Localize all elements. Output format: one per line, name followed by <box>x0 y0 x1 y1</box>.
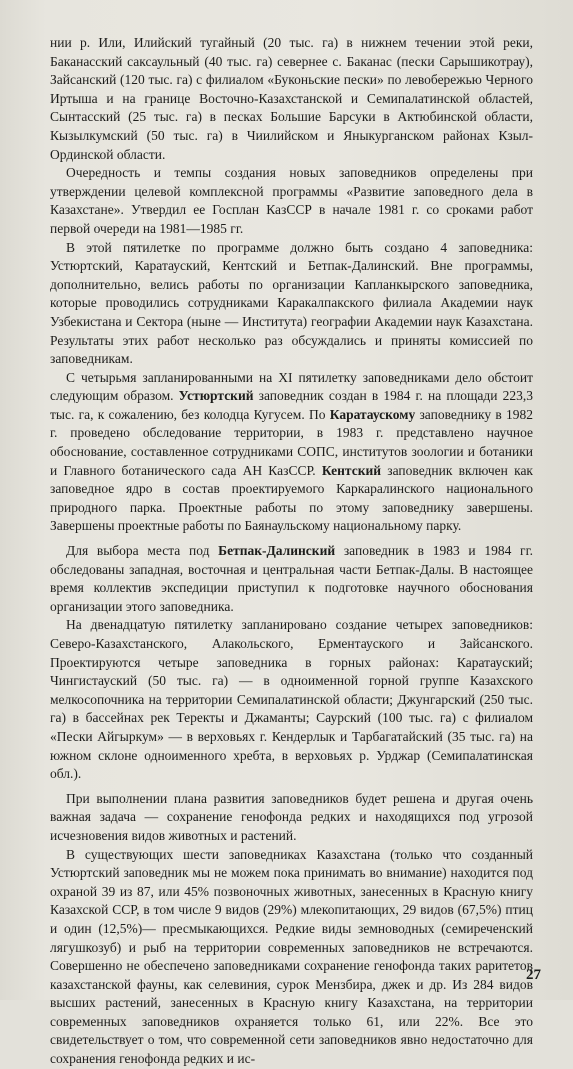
paragraph <box>50 239 533 369</box>
text-run: нии р. Или, Илийский тугайный (20 тыс. га) в нижнем течении этой реки, Баканасский саксаульный (40 тыс. га) севернее с. Баканас (пески Сарышикотрау), Зайсанский (120 тыс. га) с филиалом «Буконьские пески» по левобережью Черного Иртыша и на границе Восточно-Казахстанской и Семипалатинской областей, Сынтасский (25 тыс. га) в песках Большие Барсуки в Актюбинской области, Кызылкумский (50 тыс. га) в Чиилийском и Яныкурганском районах Кзыл-Ординской области. <box>50 35 533 162</box>
text-run: В существующих шести заповедниках Казахстана (только что созданный Устюртский заповедник мы не можем пока принимать во внимание) находится под охраной 39 из 87, или 45% позвоночных животных, занесенных в Красную книгу Казахской ССР, в том числе 9 видов (29%) млекопитающих, 29 видов (67,5%) птиц и один (12,5%)— пресмыкающихся. Редкие виды земноводных (семиреченский лягушкозуб) и рыб на территории современных заповедников не встречаются. Совершенно не обеспечено заповедниками сохранение генофонда таких раритетов казахстанской фауны, как селевиния, сурок Мензбира, джек и др. Из 284 видов высших растений, занесенных в Красную книгу Казахстана, на территории современных заповедников охраняется только 61, или 22%. Все это свидетельствует о том, что современной сети заповедников явно недостаточно для сохранения генофонда редких и ис- <box>50 846 533 1067</box>
paragraph <box>50 846 533 1069</box>
text-run: Для выбора места под <box>66 543 219 559</box>
text-run: С четырьмя запланированными на XI пятилетку заповедниками дело обстоит следующим образом. <box>50 369 533 404</box>
text-run: заповедник создан в 1984 г. на площади 223,3 тыс. га, к сожалению, без колодца Кугусем. По <box>50 388 533 422</box>
text-run: заповеднику в 1982 г. проведено обследование территории, в 1983 г. представлено научное обоснование, составленное сотрудниками СОПС, институтов зоологии и ботаники и Главного ботанического сада АН КазССР. <box>50 406 533 478</box>
text-run: Очередность и темпы создания новых заповедников определены при утверждении целевой комплексной программы «Развитие заповедного дела в Казахстане». Утвердил ее Госплан КазССР в начале 1981 г. со сроками работ первой очереди на 1981—1985 гг. <box>50 165 533 236</box>
body-text <box>50 34 533 1069</box>
reserve-name: Устюртский <box>178 388 254 404</box>
paragraph <box>50 616 533 783</box>
text-run: В этой пятилетке по программе должно быть создано 4 заповедника: Устюртский, Каратауский, Кентский и Бетпак-Далинский. Вне программы, дополнительно, велись работы по организации Капланкырского заповедника, которые проводились сотрудниками Каракалпакского филиала Академии наук Узбекистана и Сектора (ныне — Института) географии Академии наук Казахстана. Результаты этих работ несколько раз обсуждались и приняты комиссией по заповедникам. <box>50 239 533 367</box>
text-run: заповедник включен как заповедное ядро в состав проектируемого Каркаралинского национального природного парка. Проектные работы по этому заповеднику завершены. Завершены проектные работы по Баянаульскому национальному парку. <box>50 462 533 534</box>
reserve-name: Кентский <box>321 462 382 478</box>
text-run: На двенадцатую пятилетку запланировано создание четырех заповедников: Северо-Казахстанского, Алакольского, Ерментауского и Зайсанского. Проектируются четыре заповедника в горных районах: Каратауский; Чингистауский (50 тыс. га) — в одноименной горной группе Казахского мелкосопочника на территории Семипалатинской области; Джунгарский (250 тыс. га) в бассейнах рек Теректы и Джаманты; Саурский (100 тыс. га) с филиалом «Пески Айгыркум» — в верховьях г. Кендерлык и Тарбагатайский (35 тыс. га) на южном склоне одноименного хребта, в верховьях р. Урджар (Семипалатинская обл.). <box>50 617 533 782</box>
text-run: При выполнении плана развития заповедников будет решена и другая очень важная задача — сохранение генофонда редких и находящихся под угрозой исчезновения видов животных и растений. <box>50 790 533 843</box>
reserve-name: Бетпак-Далинский <box>218 543 336 559</box>
paragraph <box>50 542 533 616</box>
reserve-name: Каратаускому <box>329 406 416 422</box>
paragraph <box>50 369 533 536</box>
text-run: заповедник в 1983 и 1984 гг. обследованы западная, восточная и центральная части Бетпак-Далы. В настоящее время коллектив экспедиции приступил к подготовке научного обоснования организации этого заповедника. <box>50 543 533 614</box>
paragraph <box>50 790 533 846</box>
paragraph <box>50 164 533 238</box>
paragraph <box>50 34 533 164</box>
page-number: 27 <box>526 967 541 983</box>
